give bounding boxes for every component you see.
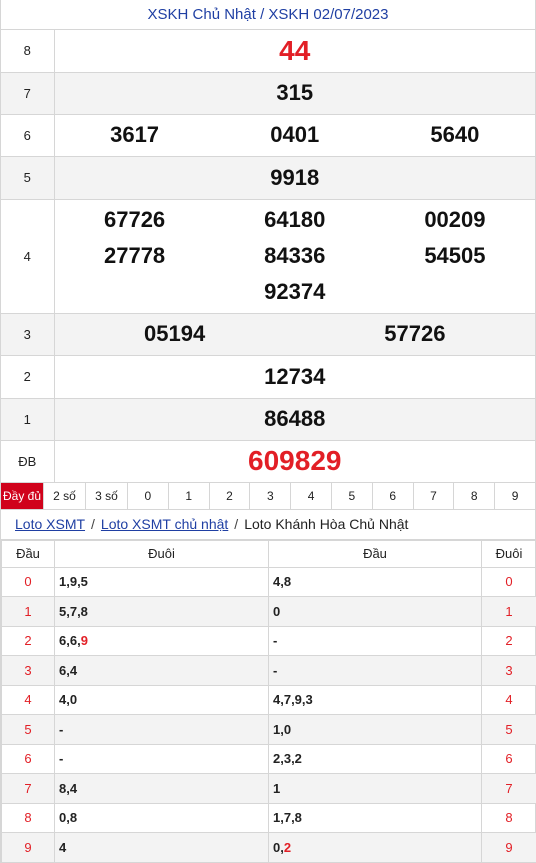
prize-6-value: 5640 [430,122,480,147]
loto-head-values [269,833,482,863]
loto-head-values [269,597,482,627]
loto-tail-values [55,744,269,774]
loto-head-values [269,715,482,745]
loto-tail-digit [482,715,536,745]
loto-tail-values [55,685,269,715]
filter-digit-4[interactable]: 4 [291,483,332,509]
filter-digit-1[interactable]: 1 [169,483,210,509]
prize-6-value: 3617 [110,122,160,147]
loto-head-values-text: 4,8 [273,574,292,590]
loto-tail-digit-text: 4 [505,692,513,708]
header-link-xskh[interactable]: XSKH [147,6,189,23]
breadcrumb-current: Loto Khánh Hòa Chủ Nhật [244,516,409,532]
breadcrumb-separator: / [234,516,239,532]
prize-2-value: 12734 [264,363,326,389]
prize-6-values [55,122,536,148]
loto-tail-digit [482,833,536,863]
prize-1-value: 86488 [264,406,326,431]
filter-digit-9[interactable]: 9 [511,488,519,503]
loto-tail-digit [482,656,536,686]
loto-tail-digit-text: 1 [505,603,513,619]
table-row [2,774,536,804]
loto-header-dau: Đầu [2,540,55,567]
loto-tail-values [55,715,269,745]
table-row [2,803,536,833]
loto-head-values [269,626,482,656]
loto-head-digit [2,567,55,597]
loto-tail-digit [482,597,536,627]
table-row [2,685,536,715]
loto-head-digit [2,626,55,656]
filter-digit-3[interactable]: 3 [250,483,291,509]
prize-4-value: 27778 [103,243,166,268]
loto-tail-values-text: 8,4 [59,780,78,796]
loto-tail-values [55,833,269,863]
prize-label: 1 [1,398,54,440]
loto-head-digit [2,774,55,804]
loto-tail-values [55,597,269,627]
loto-head-values-text: 1 [273,780,281,796]
prize-5-value: 9918 [270,164,320,190]
prize-3-value: 57726 [384,321,446,346]
loto-tail-values [55,567,269,597]
loto-tail-digit-text: 8 [505,810,513,826]
prize-3-value: 05194 [144,321,206,346]
prize-label: ĐB [1,440,54,482]
prize-4-value: 92374 [264,279,326,304]
loto-head-digit-text: 1 [24,603,32,619]
loto-head-values-text: - [273,662,278,678]
loto-head-digit-text: 4 [24,692,32,708]
loto-head-digit-text: 6 [24,751,32,767]
loto-tail-digit [482,567,536,597]
loto-tail-values [55,626,269,656]
table-row [2,715,536,745]
loto-head-values [269,656,482,686]
loto-head-digit [2,597,55,627]
loto-tail-values-text: 6,4 [59,662,78,678]
table-row [2,597,536,627]
loto-tail-values-text: 4,0 [59,692,78,708]
prize-label: 5 [1,156,54,199]
loto-head-values [269,567,482,597]
loto-head-values-text: 4,7,9,3 [273,692,313,708]
filter-3-digits[interactable]: 3 số [86,483,128,509]
prize-4-values [55,201,536,311]
header-link-date[interactable]: XSKH 02/07/2023 [268,6,389,23]
page-header [1,0,535,30]
loto-head-values-text: 1,7,8 [273,810,302,826]
loto-tail-digit [482,685,536,715]
prize-4-value: 64180 [264,207,326,232]
loto-head-values [269,803,482,833]
loto-head-digit-text: 7 [24,780,32,796]
breadcrumb-separator: / [91,516,95,532]
prize-4-value: 84336 [264,243,326,268]
loto-tail-values-text: - [59,751,64,767]
loto-header-duoi: Đuôi [482,540,536,567]
loto-head-digit-text: 3 [24,662,32,678]
loto-tail-values-text: 6,6, [59,633,81,649]
loto-tail-values-text: 4 [59,839,67,855]
breadcrumb-loto-xsmt-sunday[interactable]: Loto XSMT chủ nhật [100,516,229,532]
header-separator-text: Chủ Nhật / [188,6,269,23]
loto-head-values-text: 0 [273,603,281,619]
loto-tail-digit [482,744,536,774]
prize-4-value: 67726 [103,207,166,232]
loto-tail-values-text: - [59,721,64,737]
loto-head-values-text: - [273,633,278,649]
loto-head-digit-text: 0 [24,574,32,590]
prize-8-value: 44 [279,34,311,66]
prize-6-value: 0401 [270,122,320,147]
digit-filter-bar [1,483,535,510]
results-table [1,30,535,483]
loto-table [1,540,536,863]
table-row [2,833,536,863]
special-prize-value: 609829 [248,445,342,476]
prize-3-values [55,321,536,347]
loto-head-values-text: 0, [273,839,284,855]
loto-head-digit [2,833,55,863]
loto-head-values-highlight: 2 [283,839,292,855]
breadcrumb [1,510,535,540]
loto-tail-values-text: 1,9,5 [59,574,88,590]
loto-head-digit-text: 8 [24,810,32,826]
loto-head-digit [2,685,55,715]
loto-head-values-text: 2,3,2 [273,751,302,767]
loto-head-values [269,744,482,774]
table-row [2,656,536,686]
filter-digit-7[interactable]: 7 [414,483,455,509]
prize-label: 8 [1,30,54,72]
table-row [2,626,536,656]
filter-digit-2[interactable]: 2 [210,483,251,509]
loto-tail-digit [482,774,536,804]
loto-head-digit-text: 2 [24,633,32,649]
loto-tail-digit [482,626,536,656]
loto-head-values-text: 1,0 [273,721,292,737]
loto-head-digit [2,744,55,774]
filter-digit-0[interactable]: 0 [128,483,169,509]
loto-tail-values-text: 0,8 [59,810,78,826]
prize-label: 4 [1,199,54,313]
prize-label: 7 [1,72,54,114]
loto-header-duoi: Đuôi [55,540,269,567]
filter-full[interactable]: Đầy đủ [1,483,44,509]
prize-4-value: 54505 [424,243,486,268]
filter-digit-5[interactable]: 5 [332,483,373,509]
table-row [2,567,536,597]
filter-digit-8[interactable]: 8 [454,483,495,509]
filter-digit-6[interactable]: 6 [373,483,414,509]
loto-head-values [269,774,482,804]
loto-tail-values [55,803,269,833]
loto-head-digit-text: 5 [24,721,32,737]
loto-tail-digit-text: 7 [505,780,513,796]
loto-head-digit [2,803,55,833]
loto-tail-values [55,774,269,804]
loto-head-values [269,685,482,715]
loto-header-dau: Đầu [269,540,482,567]
loto-head-digit-text: 9 [24,839,32,855]
prize-7-value: 315 [276,80,314,105]
loto-tail-digit [482,803,536,833]
filter-2-digits[interactable]: 2 số [44,483,86,509]
loto-head-digit [2,656,55,686]
loto-tail-values-text: 5,7,8 [59,603,88,619]
loto-tail-values-highlight: 9 [80,633,88,649]
prize-label: 2 [1,355,54,398]
table-row [2,744,536,774]
loto-head-digit [2,715,55,745]
loto-tail-digit-text: 0 [505,574,513,590]
loto-tail-values [55,656,269,686]
breadcrumb-loto-xsmt[interactable]: Loto XSMT [15,516,86,532]
loto-tail-digit-text: 9 [505,839,513,855]
loto-tail-digit-text: 6 [505,751,513,767]
prize-label: 6 [1,114,54,156]
prize-label: 3 [1,313,54,355]
loto-tail-digit-text: 2 [505,633,513,649]
loto-tail-digit-text: 3 [505,662,513,678]
prize-4-value: 00209 [424,207,486,232]
loto-tail-digit-text: 5 [505,721,513,737]
